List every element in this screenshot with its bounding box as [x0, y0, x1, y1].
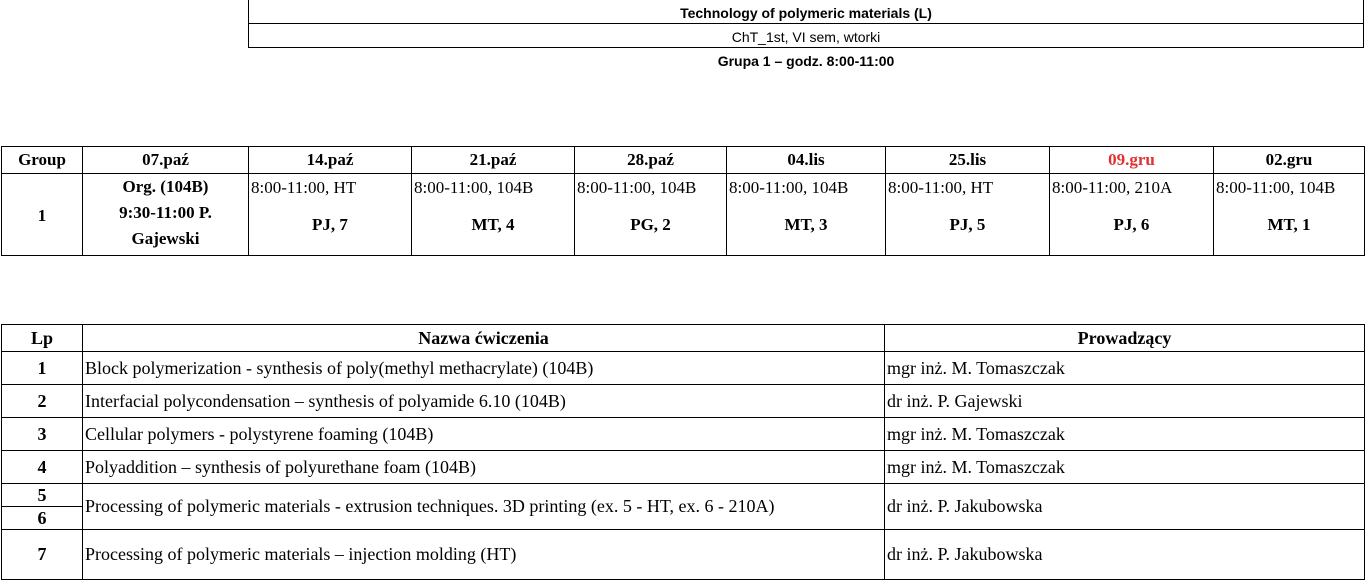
session-code: PG, 2 [630, 215, 671, 234]
name-column-header: Nazwa ćwiczenia [83, 325, 885, 352]
session-time: 8:00-11:00, 104B [577, 178, 697, 197]
course-subtitle: ChT_1st, VI sem, wtorki [248, 24, 1364, 48]
table-row [2, 418, 1365, 451]
exercise-number: 1 [2, 352, 83, 385]
exercise-teacher: dr inż. P. Jakubowska [885, 530, 1365, 580]
exercise-number: 7 [2, 530, 83, 580]
org-line: Org. (104B) [122, 177, 209, 196]
teacher-column-header: Prowadzący [885, 325, 1365, 352]
org-line: 9:30-11:00 P. [119, 203, 212, 222]
schedule-header-row [2, 147, 1365, 174]
date-header: 28.paź [575, 147, 727, 174]
session-code: PJ, 6 [1113, 215, 1150, 234]
exercise-number: 2 [2, 385, 83, 418]
exercise-name: Polyaddition – synthesis of polyurethane foam (104B) [83, 451, 885, 484]
session-time: 8:00-11:00, HT [251, 178, 357, 197]
table-row [2, 484, 1365, 507]
date-header: 07.paź [83, 147, 249, 174]
session-code: MT, 1 [1267, 215, 1311, 234]
session-code: MT, 3 [784, 215, 828, 234]
group-time-heading: Grupa 1 – godz. 8:00-11:00 [717, 53, 895, 69]
session-cell [575, 174, 727, 256]
session-cell [1214, 174, 1365, 256]
group-column-header: Group [2, 147, 83, 174]
date-header-highlighted: 09.gru [1050, 147, 1214, 174]
exercises-header-row [2, 325, 1365, 352]
exercise-name: Interfacial polycondensation – synthesis of polyamide 6.10 (104B) [83, 385, 885, 418]
session-code: MT, 4 [471, 215, 515, 234]
exercise-name: Block polymerization - synthesis of poly(methyl methacrylate) (104B) [83, 352, 885, 385]
session-cell [249, 174, 412, 256]
exercise-name: Cellular polymers - polystyrene foaming (104B) [83, 418, 885, 451]
org-line: Gajewski [131, 229, 200, 248]
session-time: 8:00-11:00, 104B [414, 178, 534, 197]
exercise-teacher: mgr inż. M. Tomaszczak [885, 451, 1365, 484]
exercise-number: 4 [2, 451, 83, 484]
exercise-teacher: mgr inż. M. Tomaszczak [885, 352, 1365, 385]
session-cell [412, 174, 575, 256]
session-cell [886, 174, 1050, 256]
session-code: PJ, 7 [312, 215, 348, 234]
session-cell [727, 174, 886, 256]
group-number: 1 [2, 174, 83, 256]
date-header: 25.lis [886, 147, 1050, 174]
table-row [2, 530, 1365, 580]
date-header: 14.paź [249, 147, 412, 174]
exercise-teacher: dr inż. P. Gajewski [885, 385, 1365, 418]
session-time: 8:00-11:00, HT [888, 178, 994, 197]
date-header: 02.gru [1214, 147, 1365, 174]
table-row [2, 451, 1365, 484]
page-title: Technology of polymeric materials (L) [248, 0, 1364, 24]
session-code: PJ, 5 [949, 215, 986, 234]
org-session-cell [83, 174, 249, 256]
lp-column-header: Lp [2, 325, 83, 352]
table-row [2, 385, 1365, 418]
exercise-number: 6 [2, 507, 83, 530]
date-header: 21.paź [412, 147, 575, 174]
date-header: 04.lis [727, 147, 886, 174]
exercise-teacher: mgr inż. M. Tomaszczak [885, 418, 1365, 451]
session-time: 8:00-11:00, 104B [1216, 178, 1336, 197]
exercise-name: Processing of polymeric materials - extrusion techniques. 3D printing (ex. 5 - HT, ex. 6 - 210A) [83, 484, 885, 530]
session-cell [1050, 174, 1214, 256]
schedule-group-row [2, 174, 1365, 256]
exercise-name: Processing of polymeric materials – injection molding (HT) [83, 530, 885, 580]
exercises-table [1, 324, 1365, 580]
session-time: 8:00-11:00, 210A [1052, 178, 1173, 197]
table-row [2, 352, 1365, 385]
session-time: 8:00-11:00, 104B [729, 178, 849, 197]
exercise-teacher: dr inż. P. Jakubowska [885, 484, 1365, 530]
schedule-table [1, 146, 1365, 256]
exercise-number: 5 [2, 484, 83, 507]
exercise-number: 3 [2, 418, 83, 451]
